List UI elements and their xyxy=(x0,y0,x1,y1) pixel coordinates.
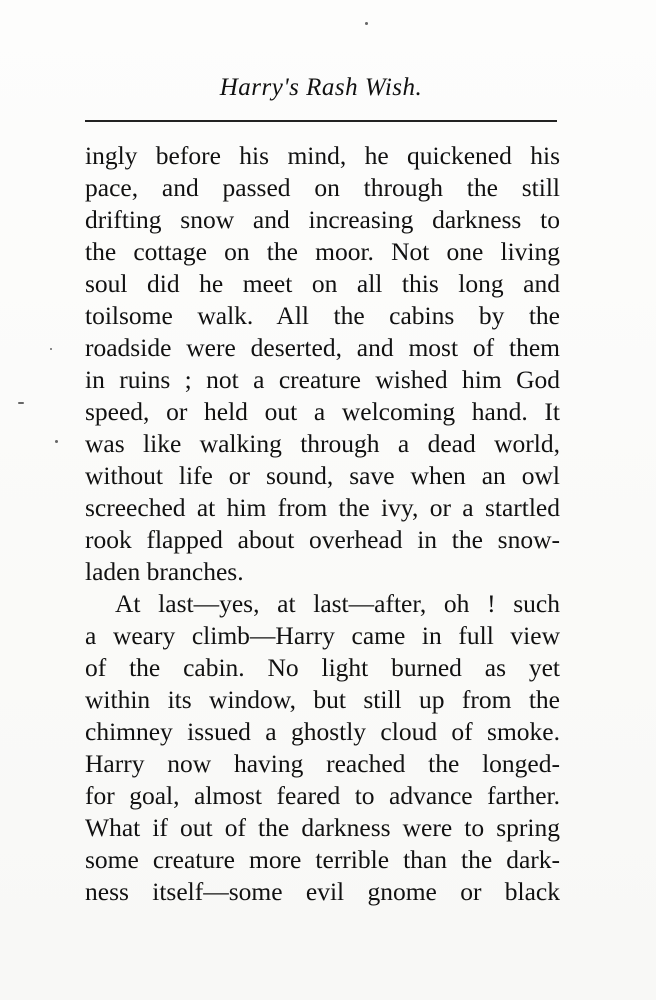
text-line: speed, or held out a welcoming hand. It xyxy=(85,397,560,426)
paragraph-1 xyxy=(85,140,560,588)
text-line: At last—yes, at last—after, oh ! such xyxy=(115,589,560,618)
text-line: rook flapped about overhead in the snow- xyxy=(85,525,560,554)
text-line: a weary climb—Harry came in full view xyxy=(85,621,560,650)
text-line: soul did he meet on all this long and xyxy=(85,269,560,298)
print-speck xyxy=(50,348,52,350)
print-speck xyxy=(365,22,368,25)
text-line: What if out of the darkness were to spring xyxy=(85,813,560,842)
text-line: in ruins ; not a creature wished him God xyxy=(85,365,560,394)
text-line: of the cabin. No light burned as yet xyxy=(85,653,560,682)
text-line: toilsome walk. All the cabins by the xyxy=(85,301,560,330)
text-line: without life or sound, save when an owl xyxy=(85,461,560,490)
text-line: the cottage on the moor. Not one living xyxy=(85,237,560,266)
text-line: roadside were deserted, and most of them xyxy=(85,333,560,362)
print-speck xyxy=(55,440,58,443)
text-line: ness itself—some evil gnome or black xyxy=(85,877,560,906)
text-line: was like walking through a dead world, xyxy=(85,429,560,458)
text-line: drifting snow and increasing darkness to xyxy=(85,205,560,234)
print-speck xyxy=(18,402,24,404)
text-line: some creature more terrible than the dark- xyxy=(85,845,560,874)
running-head: Harry's Rash Wish. xyxy=(219,74,423,101)
body-text xyxy=(85,140,560,908)
paragraph-2 xyxy=(85,588,560,908)
header-rule xyxy=(85,120,557,122)
text-line: for goal, almost feared to advance farther. xyxy=(85,781,560,810)
text-line: pace, and passed on through the still xyxy=(85,173,560,202)
text-line: laden branches. xyxy=(85,557,244,586)
text-line: Harry now having reached the longed- xyxy=(85,749,560,778)
text-line: screeched at him from the ivy, or a startled xyxy=(85,493,560,522)
text-line: chimney issued a ghostly cloud of smoke. xyxy=(85,717,560,746)
text-line: ingly before his mind, he quickened his xyxy=(85,141,560,170)
text-line: within its window, but still up from the xyxy=(85,685,560,714)
